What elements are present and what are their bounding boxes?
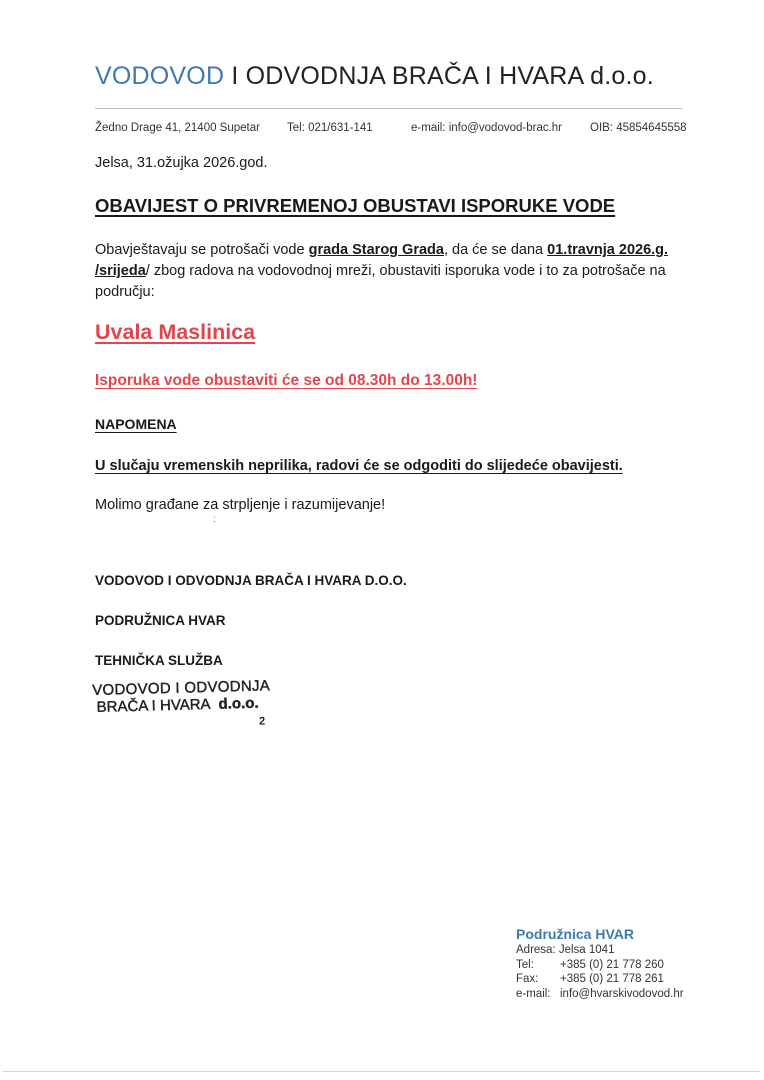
branch-address: Jelsa 1041 bbox=[558, 944, 615, 956]
signature-company: VODOVOD I ODVODNJA BRAČA I HVARA D.O.O. bbox=[95, 573, 407, 588]
body-paragraph bbox=[95, 240, 695, 303]
stamp-line-2-text: BRAČA I HVARA bbox=[96, 695, 211, 716]
branch-email-row bbox=[516, 987, 684, 1002]
branch-tel: +385 (0) 21 778 260 bbox=[560, 958, 664, 971]
para-text-3: / zbog radova na vodovodnoj mreži, obustaviti isporuka vode i to za potrošače na području: bbox=[95, 263, 666, 300]
para-text-2: , da će se dana bbox=[443, 242, 548, 258]
branch-fax-label: Fax: bbox=[516, 973, 539, 985]
note-text: U slučaju vremenskih neprilika, radovi će se odgoditi do slijedeće obavijesti. bbox=[95, 458, 623, 474]
outage-times: Isporuka vode obustaviti će se od 08.30h do 13.00h! bbox=[95, 372, 478, 389]
header-tel: Tel: 021/631-141 bbox=[287, 122, 373, 134]
branch-email[interactable]: info@hvarskivodovod.hr bbox=[560, 987, 684, 1000]
note-heading: NAPOMENA bbox=[95, 416, 177, 432]
branch-name: Podružnica HVAR bbox=[516, 926, 634, 942]
page-bottom-edge bbox=[3, 1071, 760, 1072]
branch-email-label: e-mail: bbox=[516, 987, 551, 1000]
signature-department: TEHNIČKA SLUŽBA bbox=[95, 653, 223, 668]
branch-info bbox=[516, 926, 684, 1001]
scan-speck: : bbox=[213, 514, 216, 525]
branch-fax-row bbox=[516, 972, 684, 987]
para-text-1: Obavještavaju se potrošači vode bbox=[95, 242, 309, 258]
header-divider bbox=[95, 108, 682, 109]
company-stamp bbox=[92, 677, 271, 728]
stamp-line-1: VODOVOD I ODVODNJA bbox=[92, 677, 271, 699]
header-email[interactable]: e-mail: info@vodovod-brac.hr bbox=[411, 122, 563, 134]
branch-fax: +385 (0) 21 778 261 bbox=[560, 973, 664, 985]
company-title bbox=[95, 62, 654, 91]
branch-address-label: Adresa: bbox=[516, 944, 556, 956]
signature-branch: PODRUŽNICA HVAR bbox=[95, 613, 226, 628]
branch-address-row bbox=[516, 943, 684, 958]
thanks-line: Molimo građane za strpljenje i razumijevanje! bbox=[95, 497, 386, 513]
header-oib: OIB: 45854645558 bbox=[590, 122, 687, 134]
date-line: Jelsa, 31.ožujka 2026.god. bbox=[95, 155, 268, 171]
notice-title: OBAVIJEST O PRIVREMENOJ OBUSTAVI ISPORUKE VODE bbox=[95, 195, 616, 216]
stamp-number: 2 bbox=[258, 715, 266, 728]
branch-tel-label: Tel: bbox=[516, 958, 534, 971]
company-title-rest: I ODVODNJA BRAČA I HVARA d.o.o. bbox=[224, 62, 654, 90]
stamp-suffix: d.o.o. bbox=[218, 694, 259, 713]
para-town: grada Starog Grada bbox=[308, 242, 444, 258]
affected-location: Uvala Maslinica bbox=[95, 320, 256, 344]
company-title-accent: VODOVOD bbox=[95, 62, 225, 90]
header-address: Žedno Drage 41, 21400 Supetar bbox=[95, 122, 260, 134]
para-date: 01.travnja 2026.g. /srijeda bbox=[95, 242, 669, 279]
branch-tel-row bbox=[516, 958, 684, 973]
stamp-line-2 bbox=[92, 694, 270, 716]
